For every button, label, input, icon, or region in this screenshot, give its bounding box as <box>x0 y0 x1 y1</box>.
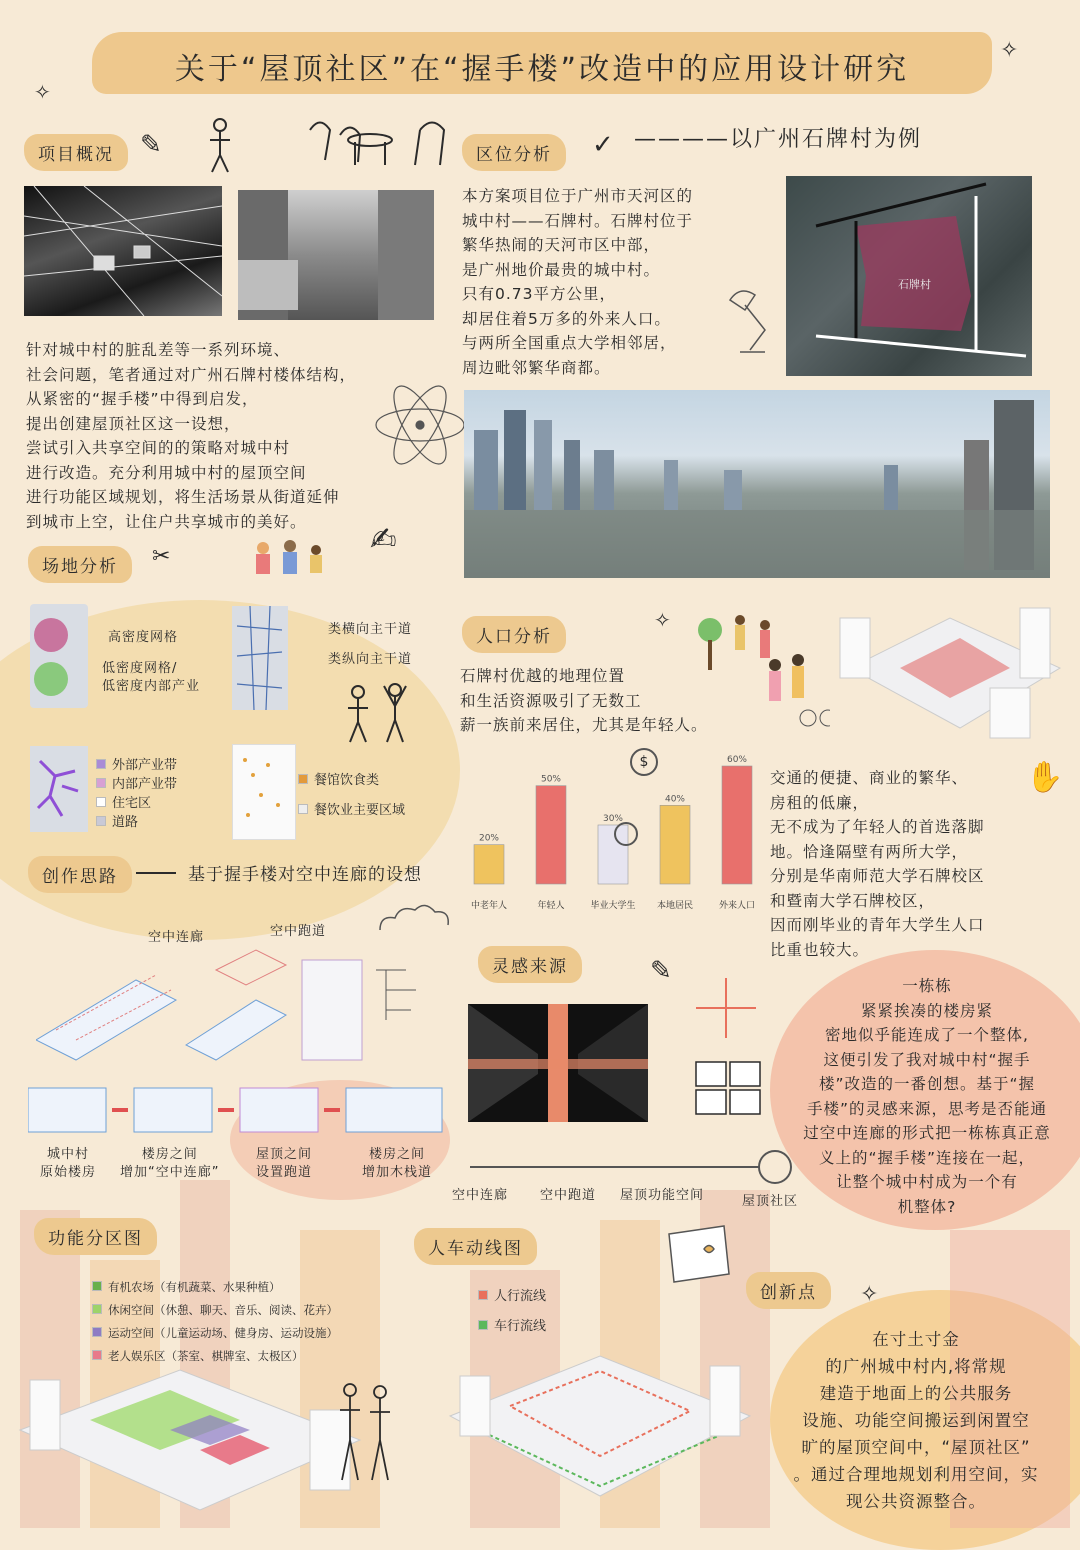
zoning-3d-model <box>10 1350 370 1520</box>
traffic-legend-label: 车行流线 <box>494 1319 547 1334</box>
walking-people-icon <box>330 1380 400 1504</box>
windows-sketch-icon <box>694 1060 764 1124</box>
density-map <box>30 604 88 708</box>
industry-map <box>30 746 88 832</box>
label-runway: 空中跑道 <box>270 924 327 939</box>
stick-figure-icon <box>200 110 460 184</box>
hand-drawing-icon: ✋ <box>1026 760 1064 795</box>
zoning-legend-label: 运动空间（儿童运动场、健身房、运动设施） <box>108 1326 338 1340</box>
timeline-step-1: 空中连廊 <box>452 1188 509 1203</box>
bar <box>536 786 566 884</box>
bar-value-label: 60% <box>726 755 748 765</box>
atom-icon <box>370 380 470 474</box>
industry-legend-swatch <box>96 797 106 807</box>
section-tag-overview: 项目概况 <box>24 134 128 171</box>
industry-legend-label: 住宅区 <box>112 796 152 811</box>
step-label-3: 屋顶之间 设置跑道 <box>256 1147 313 1180</box>
industry-legend-item <box>96 775 177 794</box>
bar-value-label: 50% <box>540 774 562 785</box>
section-tag-concept: 创作思路 <box>28 856 132 893</box>
hand-pen-icon: ✍ <box>370 520 397 558</box>
restaurant-legend-item <box>298 796 405 826</box>
notebook-icon <box>664 1224 734 1288</box>
population-paragraph: 石牌村优越的地理位置 和生活资源吸引了无数工 薪一族前来居住，尤其是年轻人。 <box>460 667 708 734</box>
satellite-map <box>786 176 1032 376</box>
bar-value-label: 20% <box>478 833 500 844</box>
timeline-line <box>470 1166 760 1168</box>
industry-legend-swatch <box>96 816 106 826</box>
label-low-density: 低密度网格/ 低密度内部产业 <box>102 661 201 694</box>
zoning-legend-item <box>92 1299 338 1322</box>
sparkle-icon: ✧ <box>1000 38 1019 63</box>
industry-legend-label: 道路 <box>112 815 139 830</box>
target-icon <box>758 1150 792 1184</box>
city-skyline-photo <box>464 390 1050 578</box>
industry-legend-item <box>96 794 177 813</box>
inspiration-paragraph: 一栋栋 紧紧挨凑的楼房紧 密地似乎能连成了一个整体, 这便引发了我对城中村“握手 楼”改造的一番创想。基于“握 手楼”的灵感来源，思考是否能通 过空中连廊的形式把一栋栋真正意 义上的“握手楼”连接在一起， 让整个城中村成为一个有 机整体? <box>803 977 1051 1216</box>
lamp-icon <box>720 280 780 364</box>
traffic-3d-model <box>440 1336 760 1516</box>
bar-category-label: 毕业大学生 <box>590 901 636 911</box>
zoning-legend-swatch <box>92 1281 102 1291</box>
inspiration-photo <box>468 1004 648 1122</box>
innovation-paragraph: 在寸土寸金 的广州城中村内,将常规 建造于地面上的公共服务 设施、功能空间搬运到闲置空 旷的屋顶空间中，“屋顶社区” 。通过合理地规划利用空间，实 现公共资源整合。 <box>793 1330 1039 1511</box>
label-horizontal-road: 类横向主干道 <box>328 622 413 637</box>
zoning-legend-swatch <box>92 1304 102 1314</box>
location-paragraph: 本方案项目位于广州市天河区的 城中村——石牌村。石牌村位于 繁华热闹的天河市区中部， 是广州地价最贵的城中村。 只有0.73平方公里， 却居住着5万多的外来人口。 与两所全国重点大学相邻居， 周边毗邻繁华商都。 <box>462 187 694 377</box>
sparkle-icon: ✧ <box>654 608 671 632</box>
restaurant-legend <box>298 766 405 826</box>
traffic-legend <box>478 1282 546 1342</box>
industry-legend-item <box>96 756 177 775</box>
section-tag-site: 场地分析 <box>28 546 132 583</box>
section-tag-inspiration: 灵感来源 <box>478 946 582 983</box>
pencil-icon: ✎ <box>140 130 162 160</box>
zoning-legend-label: 老人娱乐区（茶室、棋牌室、太极区） <box>108 1349 304 1363</box>
industry-legend-label: 外部产业带 <box>112 758 178 773</box>
compass-icon <box>614 822 638 846</box>
traffic-legend-item <box>478 1282 546 1312</box>
bar <box>660 805 690 884</box>
tools-icon: ✂ <box>152 544 171 569</box>
restaurant-legend-swatch <box>298 774 308 784</box>
population-side-paragraph: 交通的便捷、商业的繁华、 房租的低廉， 无不成为了年轻人的首选落脚 地。恰逢隔壁有两所大学， 分别是华南师范大学石牌校区 和暨南大学石牌校区， 因而刚毕业的青年大学生人口 比重也较大。 <box>770 769 985 959</box>
bar-category-label: 年轻人 <box>537 901 565 911</box>
zoning-legend-label: 有机农场（有机蔬菜、水果种植） <box>108 1280 281 1294</box>
concept-line <box>136 872 176 874</box>
label-high-density: 高密度网格 <box>108 630 179 645</box>
industry-legend-swatch <box>96 759 106 769</box>
concept-subtitle: 基于握手楼对空中连廊的设想 <box>188 865 422 885</box>
road-map <box>232 606 288 710</box>
industry-legend-item <box>96 813 177 832</box>
bar-category-label: 本地居民 <box>656 901 694 911</box>
restaurant-map <box>232 744 296 840</box>
zoning-legend-item <box>92 1276 338 1299</box>
map-label: 石牌村 <box>898 278 931 291</box>
dollar-icon: $ <box>630 748 658 776</box>
industry-legend <box>96 756 177 832</box>
timeline-step-3: 屋顶功能空间 <box>620 1188 705 1203</box>
check-icon: ✓ <box>592 130 614 160</box>
zoning-legend-label: 休闲空间（休憩、聊天、音乐、阅读、花卉） <box>108 1303 338 1317</box>
restaurant-legend-item <box>298 766 405 796</box>
crowd-illustration <box>680 600 830 734</box>
bar-category-label: 外来人口 <box>718 901 756 911</box>
label-vertical-road: 类纵向主干道 <box>328 652 413 667</box>
restaurant-legend-label: 餐饮业主要区域 <box>314 803 406 818</box>
bar-value-label: 30% <box>602 814 624 824</box>
cross-mark-icon <box>696 978 756 1042</box>
bar-category-label: 中老年人 <box>470 901 508 911</box>
restaurant-legend-swatch <box>298 804 308 814</box>
overview-paragraph: 针对城中村的脏乱差等一系列环境、 社会问题，笔者通过对广州石牌村楼体结构， 从紧密的“握手楼”中得到启发， 提出创建屋顶社区这一设想， 尝试引入共享空间的的策略对城中村 进行改造。充分利用城中村的屋顶空间 进行功能区域规划，将生活场景从街道延伸 到城市上空，让住户共享城市的美好。 <box>26 341 357 531</box>
stick-people-icon <box>340 680 430 754</box>
traffic-legend-label: 人行流线 <box>494 1289 547 1304</box>
industry-legend-swatch <box>96 778 106 788</box>
sparkle-icon: ✧ <box>34 80 51 104</box>
zoning-legend-item <box>92 1322 338 1345</box>
pencil-icon: ✎ <box>650 956 672 986</box>
industry-legend-label: 内部产业带 <box>112 777 178 792</box>
concept-steps <box>28 1078 458 1142</box>
population-3d-model <box>830 588 1070 748</box>
section-tag-location: 区位分析 <box>462 134 566 171</box>
section-tag-innovation: 创新点 <box>746 1272 831 1309</box>
bar <box>722 766 752 884</box>
photo-wires-alley <box>24 186 222 316</box>
sparkle-icon: ✧ <box>860 1282 879 1307</box>
section-tag-zoning: 功能分区图 <box>34 1218 157 1255</box>
traffic-legend-swatch <box>478 1320 488 1330</box>
step-label-1: 城中村 原始楼房 <box>40 1147 97 1180</box>
section-tag-traffic: 人车动线图 <box>414 1228 537 1265</box>
subtitle: ————以广州石牌村为例 <box>634 127 923 152</box>
population-bar-chart <box>458 744 768 920</box>
traffic-legend-swatch <box>478 1290 488 1300</box>
concept-diagram-corridor <box>36 930 456 1074</box>
photo-village-street <box>238 190 434 320</box>
timeline-step-4: 屋顶社区 <box>742 1194 799 1209</box>
label-corridor: 空中连廊 <box>148 930 205 945</box>
cloud-icon <box>370 900 470 944</box>
step-label-2: 楼房之间 增加“空中连廊” <box>120 1147 220 1180</box>
step-label-4: 楼房之间 增加木栈道 <box>362 1147 433 1180</box>
timeline-step-2: 空中跑道 <box>540 1188 597 1203</box>
people-group-icon <box>248 536 338 584</box>
zoning-legend-swatch <box>92 1327 102 1337</box>
bar <box>474 845 504 884</box>
section-tag-population: 人口分析 <box>462 616 566 653</box>
page-title: 关于“屋顶社区”在“握手楼”改造中的应用设计研究 <box>174 52 910 87</box>
bar-value-label: 40% <box>664 794 686 805</box>
restaurant-legend-label: 餐馆饮食类 <box>314 773 380 788</box>
